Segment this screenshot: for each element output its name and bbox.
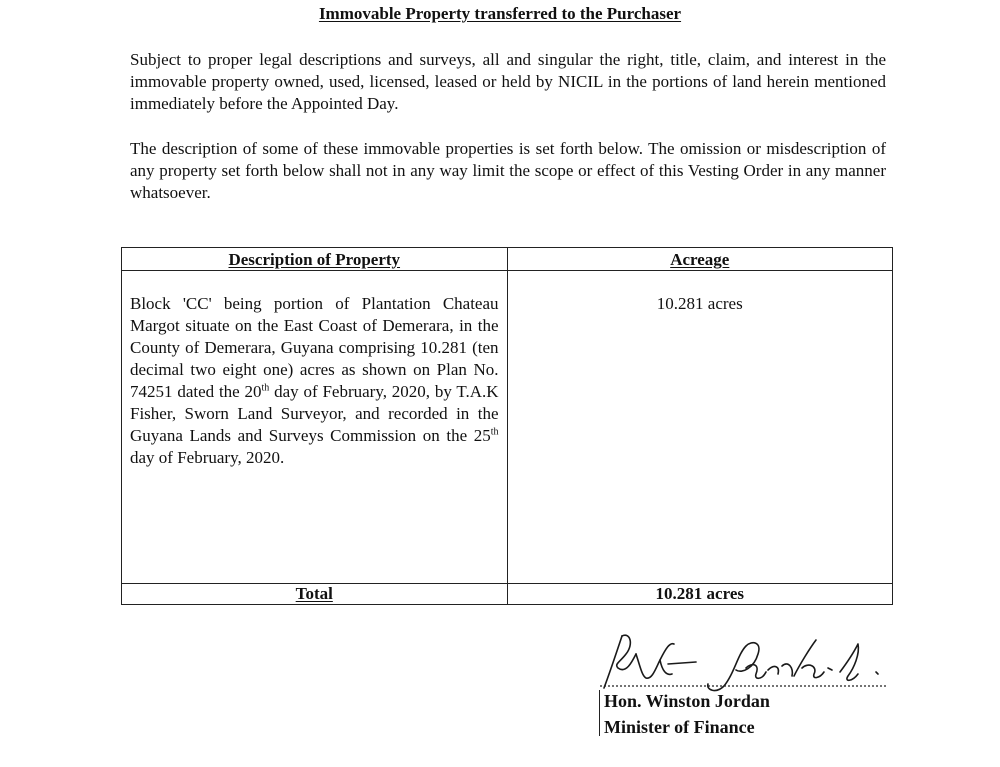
header-acreage: Acreage xyxy=(507,248,892,271)
property-acreage: 10.281 acres xyxy=(507,271,892,584)
ordinal-suffix-2: th xyxy=(490,426,499,438)
total-acreage: 10.281 acres xyxy=(507,584,892,605)
table-row xyxy=(122,271,893,584)
description-part-3: day of February, 2020. xyxy=(130,448,285,467)
table-header-row xyxy=(122,248,893,271)
property-description xyxy=(122,271,508,584)
property-table xyxy=(121,247,893,605)
signatory-block xyxy=(604,688,770,740)
intro-paragraph: Subject to proper legal descriptions and surveys, all and singular the right, title, claim, and interest in the immovable property owned, used, licensed, leased or held by NICIL in the portions of land herein mentioned immediately before the Appointed Day. xyxy=(130,50,886,113)
description-part-1: Block 'CC' being portion of Plantation Chateau Margot situate on the East Coast of Demerara, in the County of Demerara, Guyana comprising 10.281 (ten decimal two eight one) acres as shown on Plan No. 74251 dated the 20 xyxy=(130,294,499,401)
document-title: Immovable Property transferred to the Purchaser xyxy=(318,4,682,23)
total-label: Total xyxy=(295,584,333,603)
disclaimer-paragraph: The description of some of these immovable properties is set forth below. The omission or misdescription of any property set forth below shall not in any way limit the scope or effect of this Vesting Order in any manner whatsoever. xyxy=(130,139,886,202)
total-label-cell xyxy=(122,584,508,605)
signatory-role: Minister of Finance xyxy=(604,717,755,737)
ordinal-suffix-1: th xyxy=(261,382,270,394)
handwritten-signature-icon xyxy=(596,624,896,694)
total-row xyxy=(122,584,893,605)
header-description: Description of Property xyxy=(122,248,508,271)
description-part-2: day of February, 2020, by T.A.K Fisher, Sworn Land Surveyor, and recorded in the Guyana Lands and Surveys Commission on the 25 xyxy=(130,382,499,445)
signatory-name: Hon. Winston Jordan xyxy=(604,691,770,711)
